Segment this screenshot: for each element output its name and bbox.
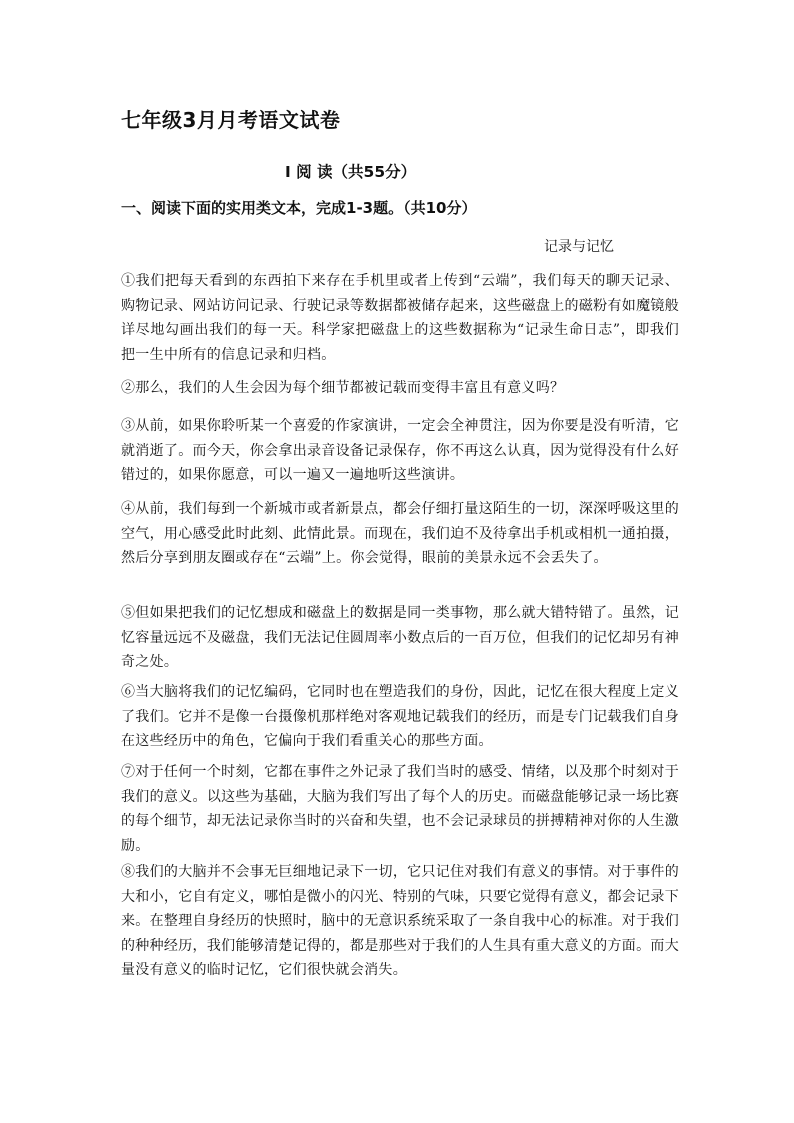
article-title: 记录与记忆 xyxy=(544,239,614,255)
paragraph-8: ⑧我们的大脑并不会事无巨细地记录下一切，它只记住对我们有意义的事情。对于事件的大和小，它自有定义，哪怕是微小的闪光、特别的气味，只要它觉得有意义，都会记录下来。在整理自身经历的快照时，脑中的无意识系统采取了一条自我中心的标准。对于我们的种种经历，我们能够清楚记得的，都是那些对于我们的人生具有重大意义的方面。而大量没有意义的临时记忆，它们很快就会消失。 xyxy=(121,864,679,978)
paragraph-4: ④从前，我们每到一个新城市或者新景点，都会仔细打量这陌生的一切，深深呼吸这里的空气，用心感受此时此刻、此情此景。而现在，我们迫不及待拿出手机或相机一通拍摄，然后分享到朋友圈或存在“云端”上。你会觉得，眼前的美景永远不会丢失了。 xyxy=(121,501,679,566)
paragraph-3: ③从前，如果你聆听某一个喜爱的作家演讲，一定会全神贯注，因为你要是没有听清，它就消逝了。而今天，你会拿出录音设备记录保存，你不再这么认真，因为觉得没有什么好错过的，如果你愿意，可以一遍又一遍地听这些演讲。 xyxy=(121,418,679,483)
exam-title: 七年级3月月考语文试卷 xyxy=(121,108,341,132)
paragraph-1: ①我们把每天看到的东西拍下来存在手机里或者上传到“云端”，我们每天的聊天记录、购物记录、网站访问记录、行驶记录等数据都被储存起来，这些磁盘上的磁粉有如魔镜般详尽地勾画出我们的每一天。科学家把磁盘上的这些数据称为“记录生命日志”，即我们把一生中所有的信息记录和归档。 xyxy=(121,273,679,363)
paragraph-6: ⑥当大脑将我们的记忆编码，它同时也在塑造我们的身份，因此，记忆在很大程度上定义了我们。它并不是像一台摄像机那样绝对客观地记载我们的经历，而是专门记载我们自身在这些经历中的角色，它偏向于我们看重关心的那些方面。 xyxy=(121,684,679,749)
section-heading: Ⅰ 阅 读（共55分） xyxy=(285,163,417,181)
paragraph-2: ②那么，我们的人生会因为每个细节都被记载而变得丰富且有意义吗？ xyxy=(121,380,565,396)
question-heading: 一、阅读下面的实用类文本，完成1-3题。（共10分） xyxy=(121,199,477,217)
paragraph-5: ⑤但如果把我们的记忆想成和磁盘上的数据是同一类事物，那么就大错特错了。虽然，记忆容量远远不及磁盘，我们无法记住圆周率小数点后的一百万位，但我们的记忆却另有神奇之处。 xyxy=(121,605,679,670)
paragraph-7: ⑦对于任何一个时刻，它都在事件之外记录了我们当时的感受、情绪，以及那个时刻对于我们的意义。以这些为基础，大脑为我们写出了每个人的历史。而磁盘能够记录一场比赛的每个细节，却无法记录你当时的兴奋和失望，也不会记录球员的拼搏精神对你的人生激励。 xyxy=(121,764,679,854)
